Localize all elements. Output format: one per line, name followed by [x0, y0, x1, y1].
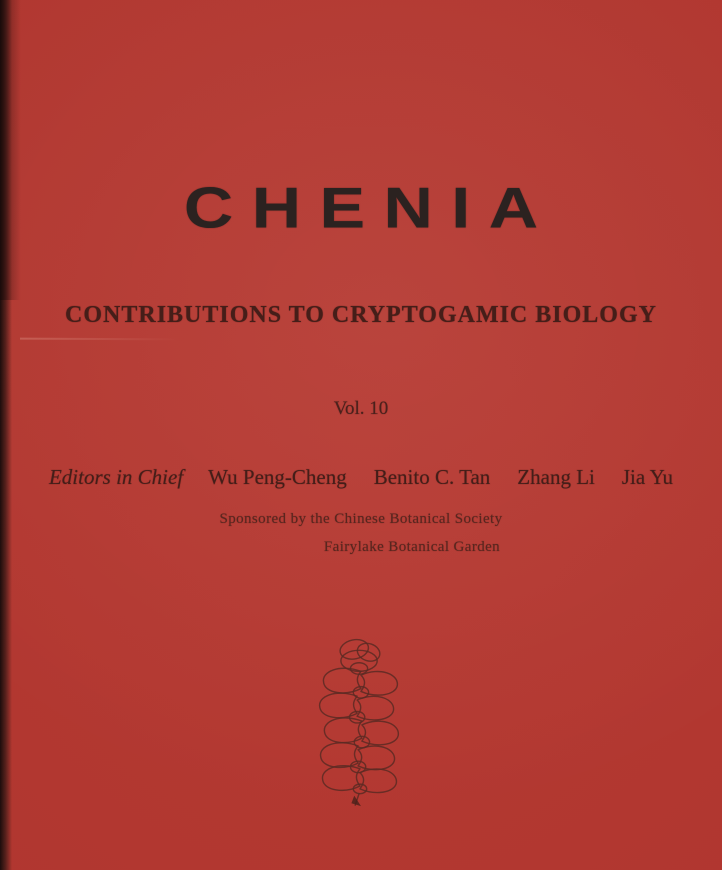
book-title: CHENIA: [183, 174, 557, 240]
spine-shadow-top: [0, 0, 26, 300]
sponsor-line: Sponsored by the Chinese Botanical Society: [219, 511, 503, 527]
moss-plant-illustration: [298, 636, 422, 808]
editors-label: Editors in Chief: [48, 465, 184, 489]
garden-line: Fairylake Botanical Garden: [323, 539, 501, 555]
editors-line: [0, 467, 722, 488]
editor-name: Jia Yu: [621, 465, 673, 489]
volume-label: Vol. 10: [333, 398, 389, 419]
cover-crease: [20, 338, 180, 341]
editor-name: Zhang Li: [517, 465, 595, 489]
book-subtitle: CONTRIBUTIONS TO CRYPTOGAMIC BIOLOGY: [65, 301, 657, 328]
editor-name: Benito C. Tan: [373, 465, 491, 489]
editor-name: Wu Peng-Cheng: [208, 465, 347, 489]
